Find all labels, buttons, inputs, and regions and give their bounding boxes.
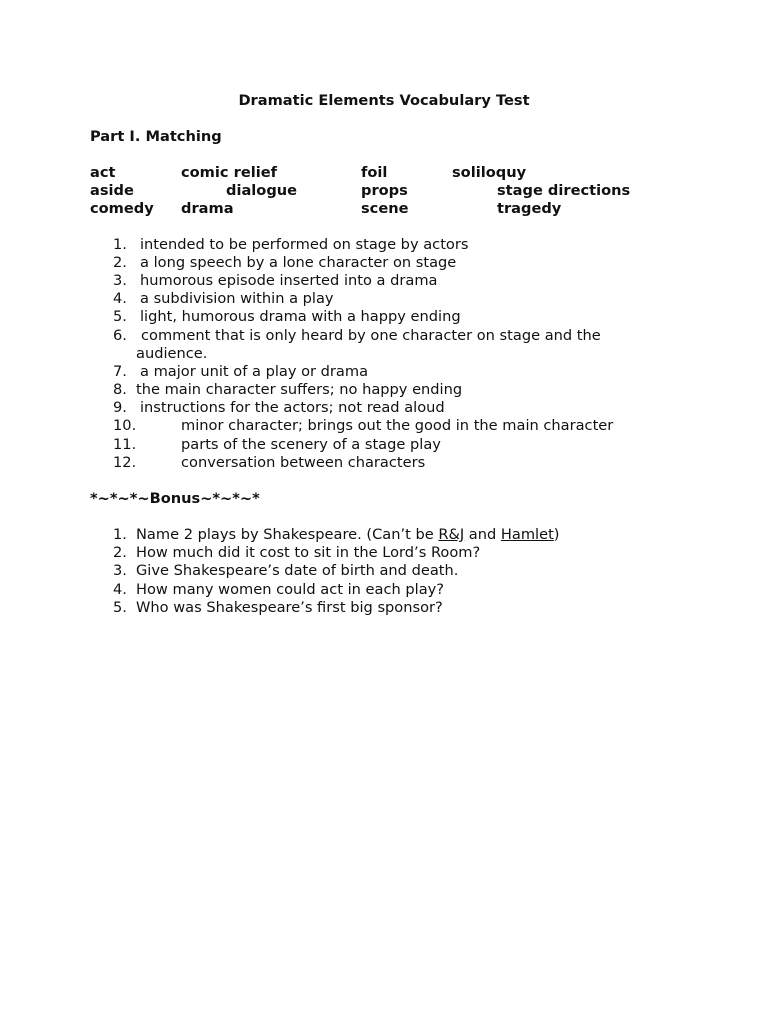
play-title-underlined: Hamlet bbox=[500, 526, 554, 543]
bonus-number: 1. bbox=[113, 526, 127, 543]
bonus-number: 3. bbox=[113, 562, 127, 579]
word-bank-term: act bbox=[90, 164, 116, 181]
word-bank-term: comedy bbox=[90, 200, 154, 217]
bonus-number: 2. bbox=[113, 544, 127, 561]
bonus-number: 4. bbox=[113, 581, 127, 598]
bonus-question: How much did it cost to sit in the Lord’s Room? bbox=[136, 544, 481, 561]
word-bank-term: stage directions bbox=[497, 182, 631, 199]
bonus-heading: *~*~*~Bonus~*~*~* bbox=[90, 490, 260, 507]
definition-text: a major unit of a play or drama bbox=[140, 363, 369, 380]
bonus-question bbox=[136, 526, 560, 544]
word-bank-term: foil bbox=[361, 164, 388, 181]
bonus-question: Give Shakespeare’s date of birth and death. bbox=[136, 562, 459, 579]
definition-number: 10. bbox=[113, 417, 137, 434]
definition-text: intended to be performed on stage by actors bbox=[140, 236, 469, 253]
definition-number: 2. bbox=[113, 254, 127, 271]
definition-text: instructions for the actors; not read aloud bbox=[140, 399, 445, 416]
definition-text: light, humorous drama with a happy ending bbox=[140, 308, 461, 325]
definition-number: 8. bbox=[113, 381, 127, 398]
definition-number: 12. bbox=[113, 454, 137, 471]
definition-number: 1. bbox=[113, 236, 127, 253]
definition-number: 6. bbox=[113, 327, 127, 344]
bonus-question: Who was Shakespeare’s first big sponsor? bbox=[136, 599, 443, 616]
word-bank-term: drama bbox=[181, 200, 234, 217]
definition-number: 11. bbox=[113, 436, 137, 453]
definition-text: parts of the scenery of a stage play bbox=[181, 436, 441, 453]
bonus-question: How many women could act in each play? bbox=[136, 581, 445, 598]
word-bank-term: soliloquy bbox=[452, 164, 527, 181]
bonus-question-text: ) bbox=[553, 526, 560, 543]
definition-number: 9. bbox=[113, 399, 127, 416]
bonus-question-text: Name 2 plays by Shakespeare. (Can’t be bbox=[136, 526, 439, 543]
word-bank-term: comic relief bbox=[181, 164, 277, 181]
bonus-number: 5. bbox=[113, 599, 127, 616]
definition-text: a subdivision within a play bbox=[140, 290, 334, 307]
definition-text: a long speech by a lone character on stage bbox=[140, 254, 457, 271]
definition-number: 7. bbox=[113, 363, 127, 380]
definition-number: 3. bbox=[113, 272, 127, 289]
definition-text: comment that is only heard by one character on stage and the bbox=[141, 327, 601, 344]
part1-heading: Part I. Matching bbox=[90, 128, 222, 145]
page-title: Dramatic Elements Vocabulary Test bbox=[238, 92, 530, 109]
definition-text: the main character suffers; no happy ending bbox=[136, 381, 463, 398]
definition-text-continued: audience. bbox=[136, 345, 208, 362]
definition-text: humorous episode inserted into a drama bbox=[140, 272, 438, 289]
definition-number: 5. bbox=[113, 308, 127, 325]
definition-text: conversation between characters bbox=[181, 454, 426, 471]
word-bank-term: dialogue bbox=[226, 182, 298, 199]
word-bank-term: tragedy bbox=[497, 200, 562, 217]
word-bank-term: scene bbox=[361, 200, 409, 217]
word-bank-term: props bbox=[361, 182, 408, 199]
bonus-question-text: and bbox=[464, 526, 501, 543]
word-bank-term: aside bbox=[90, 182, 134, 199]
play-title-underlined: R&J bbox=[438, 526, 465, 543]
definition-text: minor character; brings out the good in the main character bbox=[181, 417, 614, 434]
definition-number: 4. bbox=[113, 290, 127, 307]
